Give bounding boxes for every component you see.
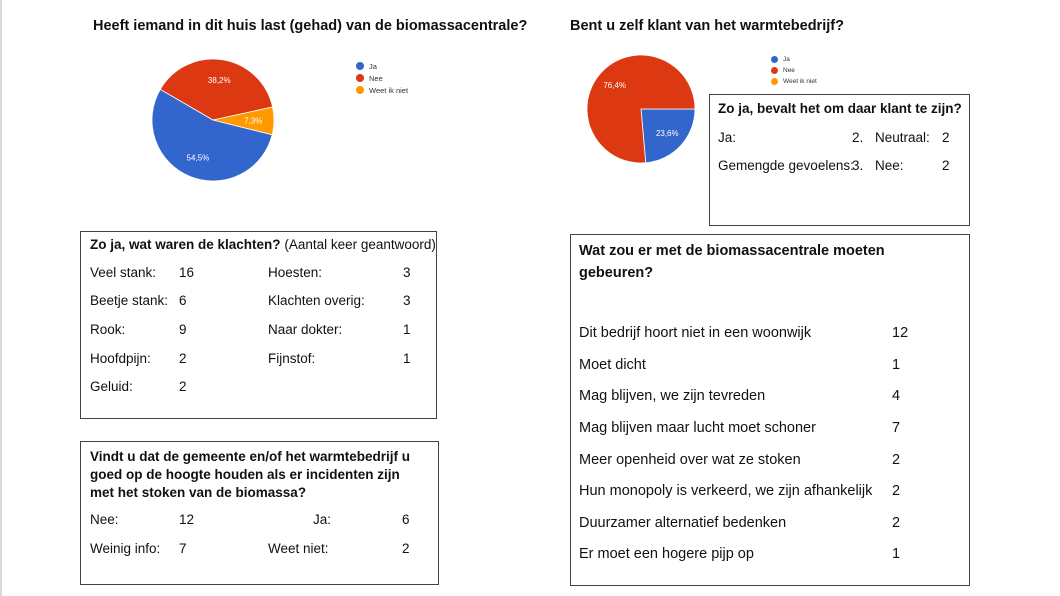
complaints-box xyxy=(80,231,437,419)
future-row-label: Moet dicht xyxy=(579,357,646,373)
informed-ja-label: Ja: xyxy=(313,512,332,527)
satisfaction-gemengd-label: Gemengde gevoelens: xyxy=(718,158,854,173)
complaint-value: 3 xyxy=(403,293,411,308)
pie-slice-label: 38,2% xyxy=(207,76,231,86)
complaint-value: 16 xyxy=(179,265,195,280)
pie-slice-label: 23,6% xyxy=(655,129,679,139)
informed-weinig-label: Weinig info: xyxy=(90,541,161,556)
chart2-title: Bent u zelf klant van het warmtebedrijf? xyxy=(570,18,844,34)
legend-item-ja xyxy=(356,60,408,72)
legend-swatch xyxy=(771,56,778,63)
legend-item-nee xyxy=(356,72,408,84)
informed-weetniet-label: Weet niet: xyxy=(268,541,329,556)
legend-label: Nee xyxy=(783,67,795,74)
complaints-subtitle: (Aantal keer geantwoord) xyxy=(284,237,436,252)
future-box xyxy=(570,234,970,586)
informed-title: Vindt u dat de gemeente en/of het warmtebedrijf u goed op de hoogte houden als er incidenten zijn met het stoken van de biomassa? xyxy=(90,449,411,500)
legend-swatch xyxy=(771,67,778,74)
complaint-label: Naar dokter: xyxy=(268,322,343,337)
legend-item-weet-ik-niet xyxy=(356,84,408,96)
pie-slice-label: 7,3% xyxy=(244,116,263,126)
chart2-pie xyxy=(585,53,697,165)
satisfaction-neutraal-value: 2 xyxy=(942,130,950,145)
legend-item-nee xyxy=(771,65,817,76)
legend-item-weet-ik-niet xyxy=(771,76,817,87)
future-row-value: 2 xyxy=(892,515,901,531)
left-edge-line xyxy=(0,0,2,596)
legend-label: Ja xyxy=(369,61,377,71)
chart1-title: Heeft iemand in dit huis last (gehad) van de biomassacentrale? xyxy=(93,18,528,34)
complaint-label: Klachten overig: xyxy=(268,293,365,308)
satisfaction-neutraal-label: Neutraal: xyxy=(875,130,930,145)
chart1-pie xyxy=(150,57,276,183)
legend-label: Nee xyxy=(369,73,383,83)
informed-nee-label: Nee: xyxy=(90,512,119,527)
complaint-value: 6 xyxy=(179,293,187,308)
legend-swatch xyxy=(356,62,364,70)
satisfaction-ja-value: 2. xyxy=(852,130,864,145)
legend-label: Weet ik niet xyxy=(369,85,409,95)
satisfaction-ja-label: Ja: xyxy=(718,130,737,145)
chart2-legend xyxy=(771,54,817,87)
legend-swatch xyxy=(356,74,364,82)
future-row-label: Duurzamer alternatief bedenken xyxy=(579,515,787,531)
complaint-label: Beetje stank: xyxy=(90,293,169,308)
satisfaction-title: Zo ja, bevalt het om daar klant te zijn? xyxy=(718,101,962,116)
complaints-heading xyxy=(90,237,436,252)
pie-slice-label: 54,5% xyxy=(186,153,210,163)
legend-label: Weet ik niet xyxy=(783,78,817,85)
complaint-label: Rook: xyxy=(90,322,126,337)
complaint-label: Hoesten: xyxy=(268,265,323,280)
legend-swatch xyxy=(771,78,778,85)
complaint-label: Veel stank: xyxy=(90,265,157,280)
future-title: Wat zou er met de biomassacentrale moeten gebeuren? xyxy=(579,243,885,281)
complaint-value: 1 xyxy=(403,351,411,366)
complaint-value: 3 xyxy=(403,265,411,280)
future-row-label: Hun monopoly is verkeerd, we zijn afhankelijk xyxy=(579,483,873,499)
legend-item-ja xyxy=(771,54,817,65)
future-row-label: Meer openheid over wat ze stoken xyxy=(579,452,801,468)
future-row-label: Mag blijven maar lucht moet schoner xyxy=(579,420,816,436)
informed-box xyxy=(80,441,439,585)
complaint-value: 9 xyxy=(179,322,187,337)
complaint-value: 1 xyxy=(403,322,411,337)
informed-ja-value: 6 xyxy=(402,512,410,527)
informed-weetniet-value: 2 xyxy=(402,541,410,556)
pie-slice-label: 76,4% xyxy=(603,80,627,90)
satisfaction-nee-label: Nee: xyxy=(875,158,904,173)
legend-label: Ja xyxy=(783,56,790,63)
future-row-value: 4 xyxy=(892,388,901,404)
future-row-label: Er moet een hogere pijp op xyxy=(579,546,754,562)
future-row-value: 12 xyxy=(892,325,909,341)
complaint-label: Hoofdpijn: xyxy=(90,351,151,366)
future-row-label: Dit bedrijf hoort niet in een woonwijk xyxy=(579,325,812,341)
future-row-value: 1 xyxy=(892,357,901,373)
future-row-value: 7 xyxy=(892,420,901,436)
complaint-value: 2 xyxy=(179,379,187,394)
complaint-label: Geluid: xyxy=(90,379,133,394)
future-row-value: 1 xyxy=(892,546,901,562)
satisfaction-nee-value: 2 xyxy=(942,158,950,173)
satisfaction-gemengd-value: 3. xyxy=(852,158,864,173)
future-row-value: 2 xyxy=(892,452,901,468)
future-row-label: Mag blijven, we zijn tevreden xyxy=(579,388,766,404)
complaints-title: Zo ja, wat waren de klachten? xyxy=(90,237,281,252)
satisfaction-box xyxy=(709,94,970,226)
complaint-value: 2 xyxy=(179,351,187,366)
future-row-value: 2 xyxy=(892,483,901,499)
chart1-legend xyxy=(356,60,408,96)
informed-nee-value: 12 xyxy=(179,512,195,527)
legend-swatch xyxy=(356,86,364,94)
complaint-label: Fijnstof: xyxy=(268,351,316,366)
informed-weinig-value: 7 xyxy=(179,541,187,556)
